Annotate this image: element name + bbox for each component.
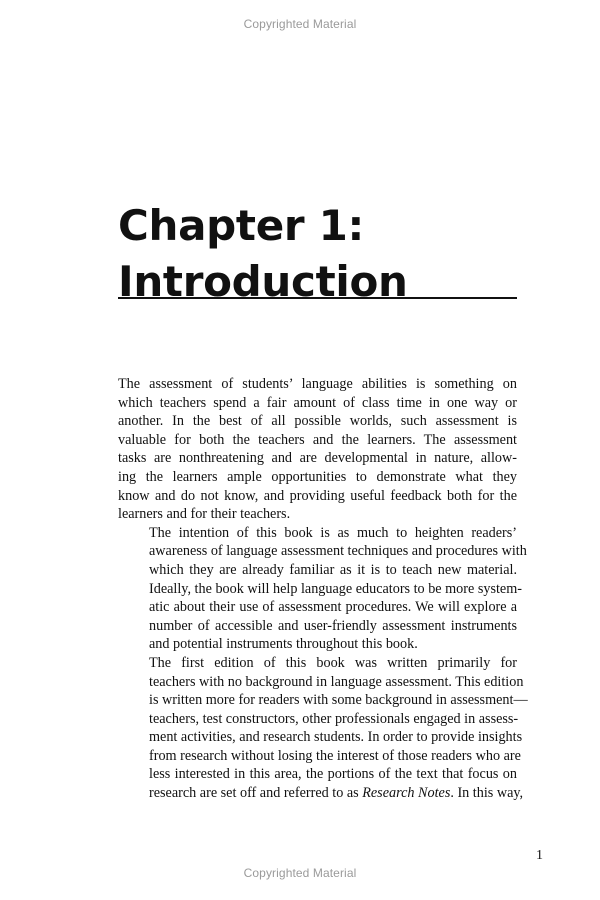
- text-line: learners and for their teachers.: [118, 506, 291, 523]
- text-line: Ideally, the book will help language educators to be more system-: [149, 580, 522, 597]
- text-line: [118, 784, 524, 803]
- text-line: The assessment of students’ language abilities is something on: [118, 376, 517, 392]
- paragraph-2: [118, 524, 527, 654]
- chapter-title-line-1: Chapter 1:: [118, 201, 365, 250]
- copyright-watermark-top: Copyrighted Material: [243, 17, 357, 31]
- text-segment: research are set off and referred to as: [149, 785, 363, 802]
- title-underline-rule: [118, 297, 517, 299]
- text-line: valuable for both the teachers and the learners. The assessment: [118, 431, 517, 448]
- text-line: The intention of this book is as much to heighten readers’: [149, 524, 517, 541]
- text-line: number of accessible and user-friendly assessment instruments: [149, 617, 517, 634]
- text-line: The first edition of this book was written primarily for: [149, 654, 517, 671]
- text-line: teachers with no background in language assessment. This edition: [149, 673, 524, 690]
- chapter-title: [118, 198, 518, 310]
- text-line: ing the learners ample opportunities to demonstrate what they: [118, 468, 517, 485]
- text-line: tasks are nonthreatening and are developmental in nature, allow-: [118, 450, 517, 467]
- body-text: [118, 375, 528, 803]
- text-line: and potential instruments throughout this book.: [149, 636, 418, 653]
- chapter-title-line-2: Introduction: [118, 257, 408, 306]
- research-notes-emphasis: Research Notes: [362, 785, 451, 802]
- page-number: 1: [536, 848, 543, 863]
- text-segment: . In this way,: [450, 785, 524, 802]
- text-line: know and do not know, and providing useful feedback both for the: [118, 487, 517, 504]
- text-line: another. In the best of all possible worlds, such assessment is: [118, 413, 517, 430]
- text-line: is written more for readers with some background in assessment—: [149, 692, 528, 709]
- text-line: from research without losing the interest of those readers who are: [149, 747, 521, 764]
- text-line: which they are already familiar as it is to teach new material.: [149, 561, 517, 578]
- text-line: atic about their use of assessment procedures. We will explore a: [149, 599, 517, 616]
- text-line: teachers, test constructors, other professionals engaged in assess-: [149, 710, 519, 727]
- text-line: ment activities, and research students. In order to provide insights: [149, 729, 523, 746]
- paragraph-3: [118, 654, 528, 803]
- text-line: which teachers spend a fair amount of class time in one way or: [118, 394, 517, 411]
- paragraph-1: [118, 375, 517, 524]
- copyright-watermark-bottom: Copyrighted Material: [243, 866, 357, 880]
- text-line: awareness of language assessment techniques and procedures with: [149, 543, 527, 560]
- text-line: less interested in this area, the portions of the text that focus on: [149, 766, 517, 783]
